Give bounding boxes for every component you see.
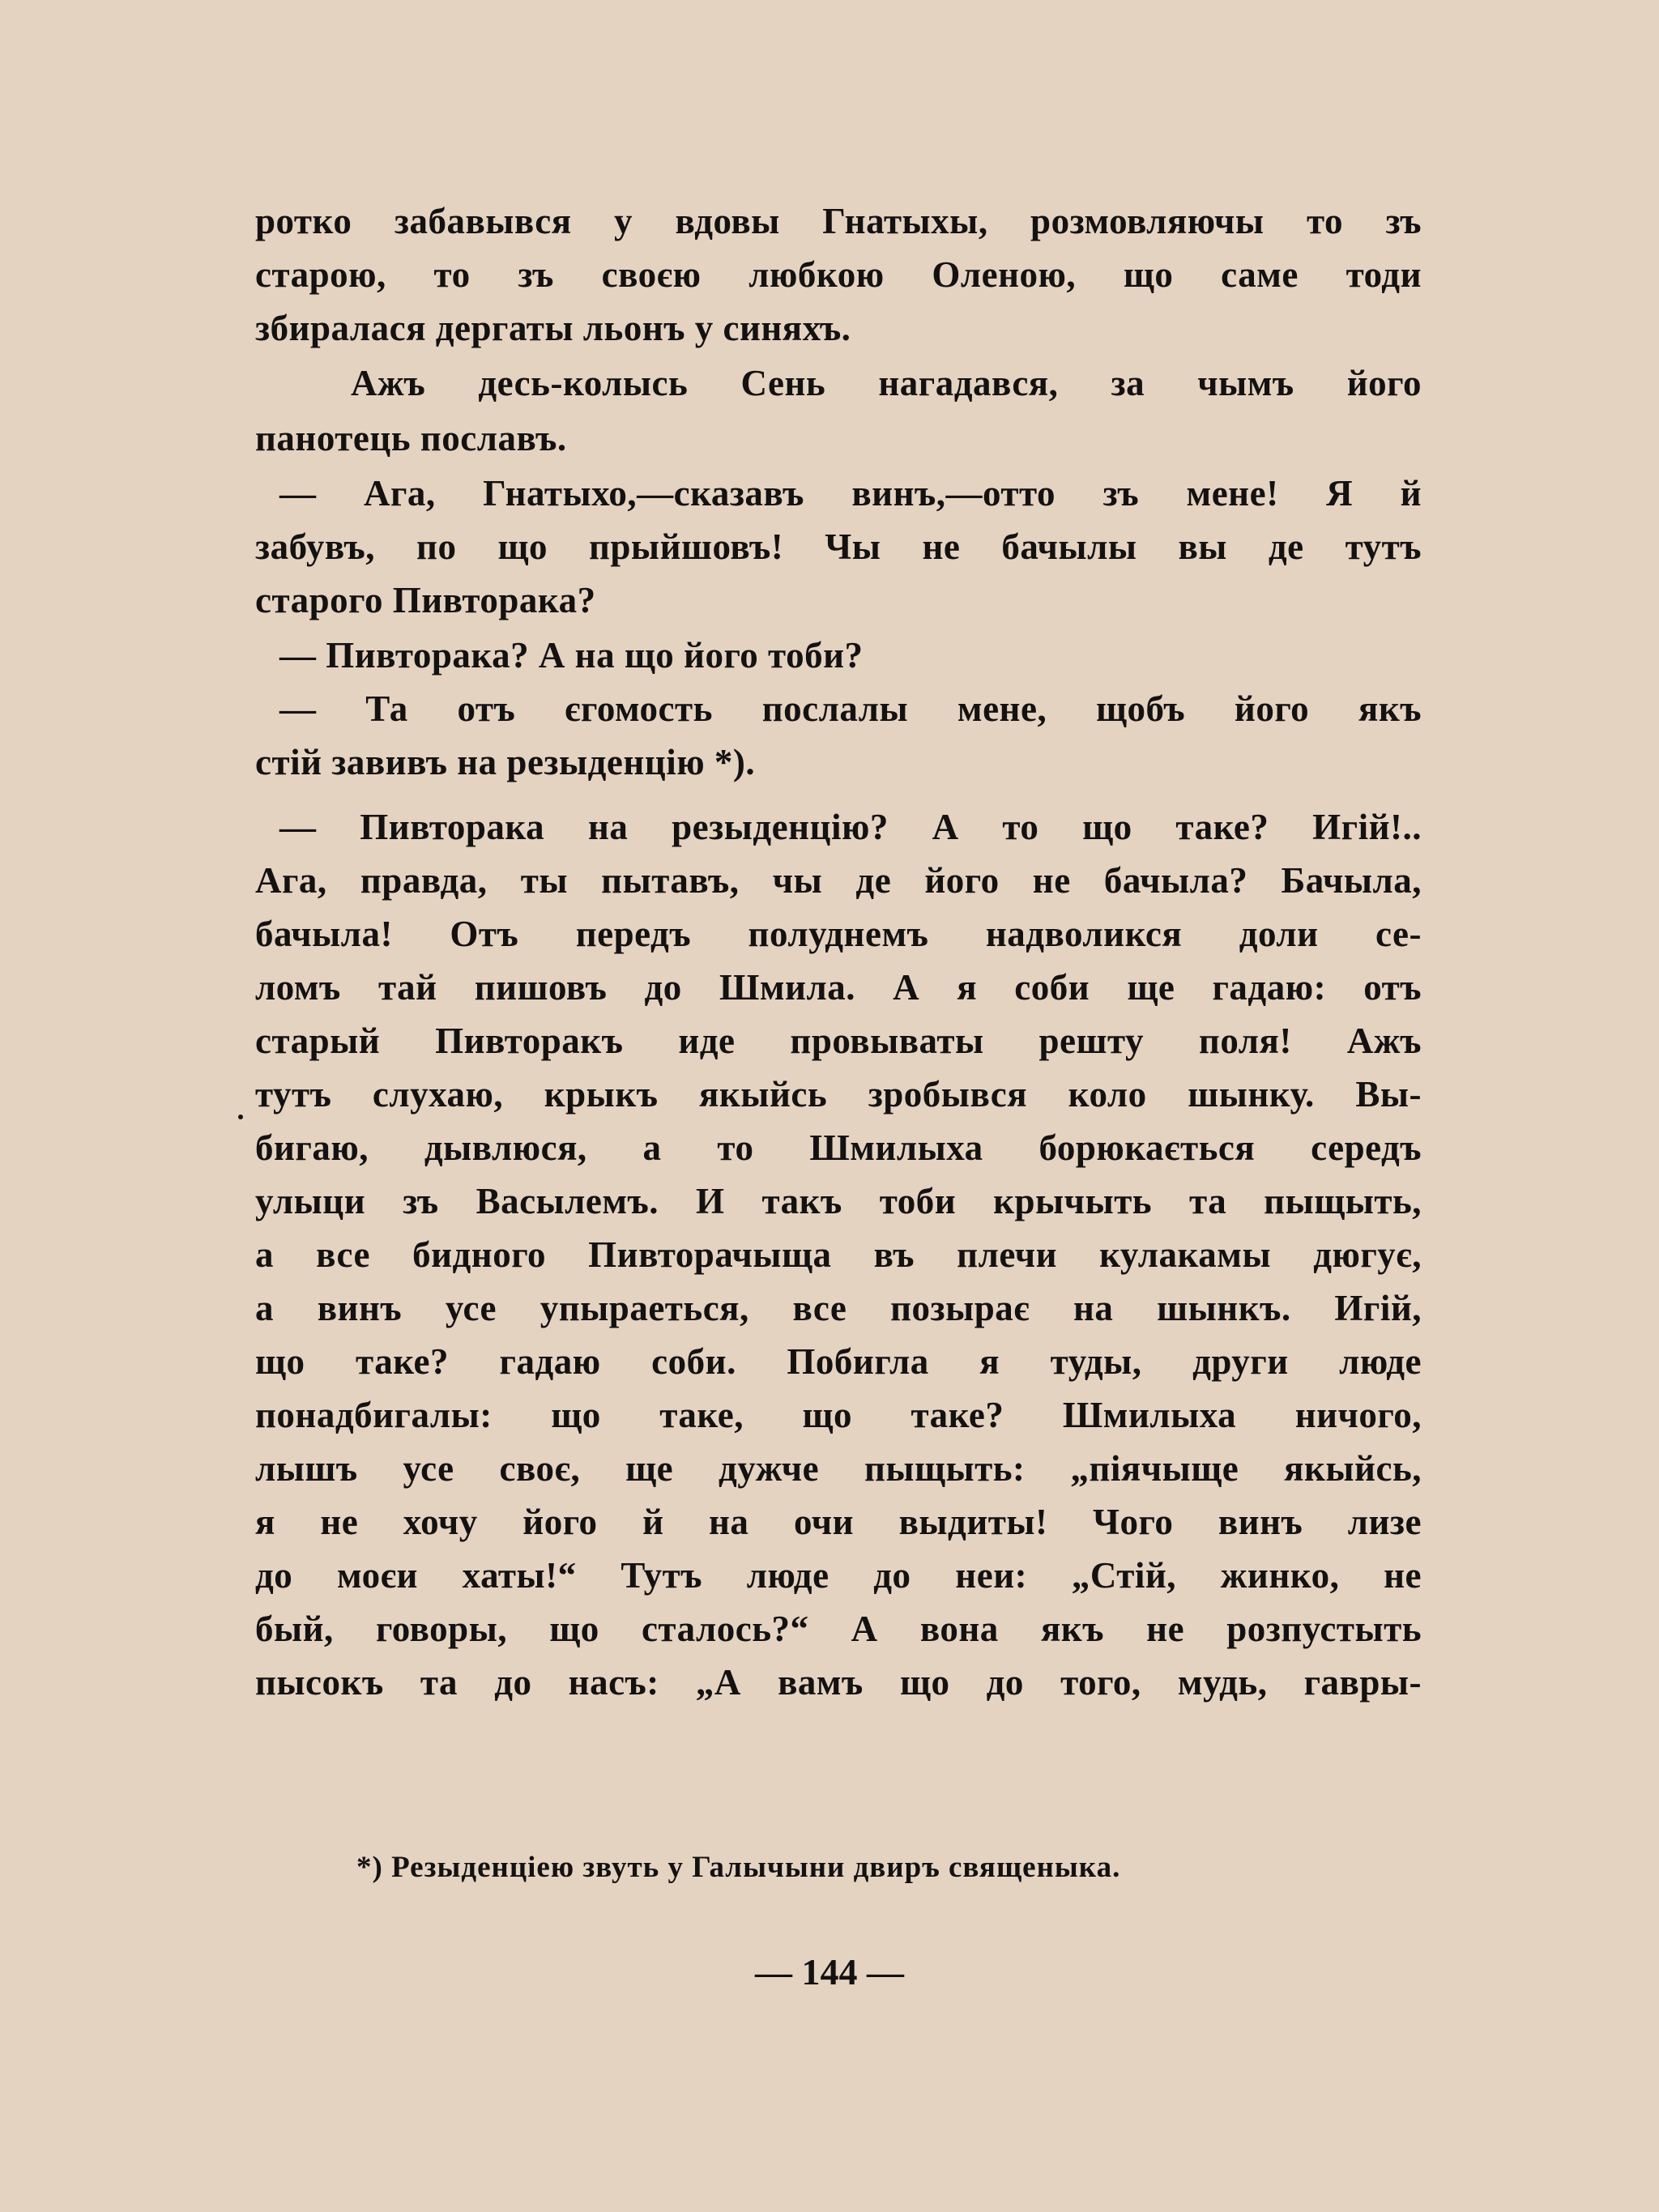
text-line: — Пивторака на резыденцію? А то що таке? Игій!.. <box>279 807 1422 847</box>
text-line: що таке? гадаю соби. Побигла я туды, други люде <box>255 1341 1422 1382</box>
text-line: бачыла! Отъ передъ полуднемъ надволикся доли се- <box>255 914 1422 954</box>
text-line: старого Пивторака? <box>255 580 596 620</box>
text-line: стій завивъ на резыденцію *). <box>255 742 756 782</box>
text-line: — Та отъ єгомость послалы мене, щобъ його якъ <box>279 688 1422 729</box>
text-line: лышъ усе своє, ще дужче пыщыть: „піячыще якыйсь, <box>255 1448 1422 1489</box>
text-line: Ажъ десь-колысь Сень нагадався, за чымъ його <box>351 363 1422 403</box>
text-line: улыци зъ Васылемъ. И такъ тоби крычыть та пыщыть, <box>255 1181 1422 1221</box>
page-number: — 144 — <box>755 1951 904 1993</box>
text-line: старою, то зъ своєю любкою Оленою, що саме тоди <box>255 254 1422 295</box>
text-line: ломъ тай пишовъ до Шмила. А я соби ще гадаю: отъ <box>255 967 1422 1008</box>
text-line: панотець пославъ. <box>255 418 567 458</box>
footnote: *) Резыденціею звуть у Галычыни двиръ священыка. <box>356 1851 1121 1884</box>
text-line: бый, говоры, що сталось?“ А вона якъ не розпустыть <box>255 1609 1422 1649</box>
text-line: а все бидного Пивторачыща въ плечи кулакамы дюгує, <box>255 1234 1422 1275</box>
text-line: — Ага, Гнатыхо,—сказавъ винъ,—отто зъ мене! Я й <box>279 473 1422 514</box>
text-line: а винъ усе упыраеться, все позырає на шынкъ. Игій, <box>255 1288 1422 1328</box>
text-line: понадбигалы: що таке, що таке? Шмилыха ничого, <box>255 1395 1422 1435</box>
text-line: старый Пивторакъ иде провываты решту поля! Ажъ <box>255 1021 1422 1061</box>
text-line: забувъ, по що прыйшовъ! Чы не бачылы вы де тутъ <box>255 526 1422 567</box>
text-line: я не хочу його й на очи выдиты! Чого винъ лизе <box>255 1502 1422 1542</box>
text-line: до моєи хаты!“ Тутъ люде до неи: „Стій, жинко, не <box>255 1555 1422 1596</box>
text-line: — Пивторака? А на що його тоби? <box>279 635 864 676</box>
text-line: пысокъ та до насъ: „А вамъ що до того, мудь, гавры- <box>255 1662 1422 1703</box>
margin-dot <box>238 1115 243 1119</box>
text-line: збиралася дергаты льонъ у синяхъ. <box>255 308 851 348</box>
text-line: бигаю, дывлюся, а то Шмилыха борюкається середъ <box>255 1127 1422 1168</box>
text-line: тутъ слухаю, крыкъ якыйсь зробывся коло шынку. Вы- <box>255 1074 1422 1115</box>
text-line: ротко забавывся у вдовы Гнатыхы, розмовляючы то зъ <box>255 201 1422 241</box>
text-line: Ага, правда, ты пытавъ, чы де його не бачыла? Бачыла, <box>255 860 1422 901</box>
